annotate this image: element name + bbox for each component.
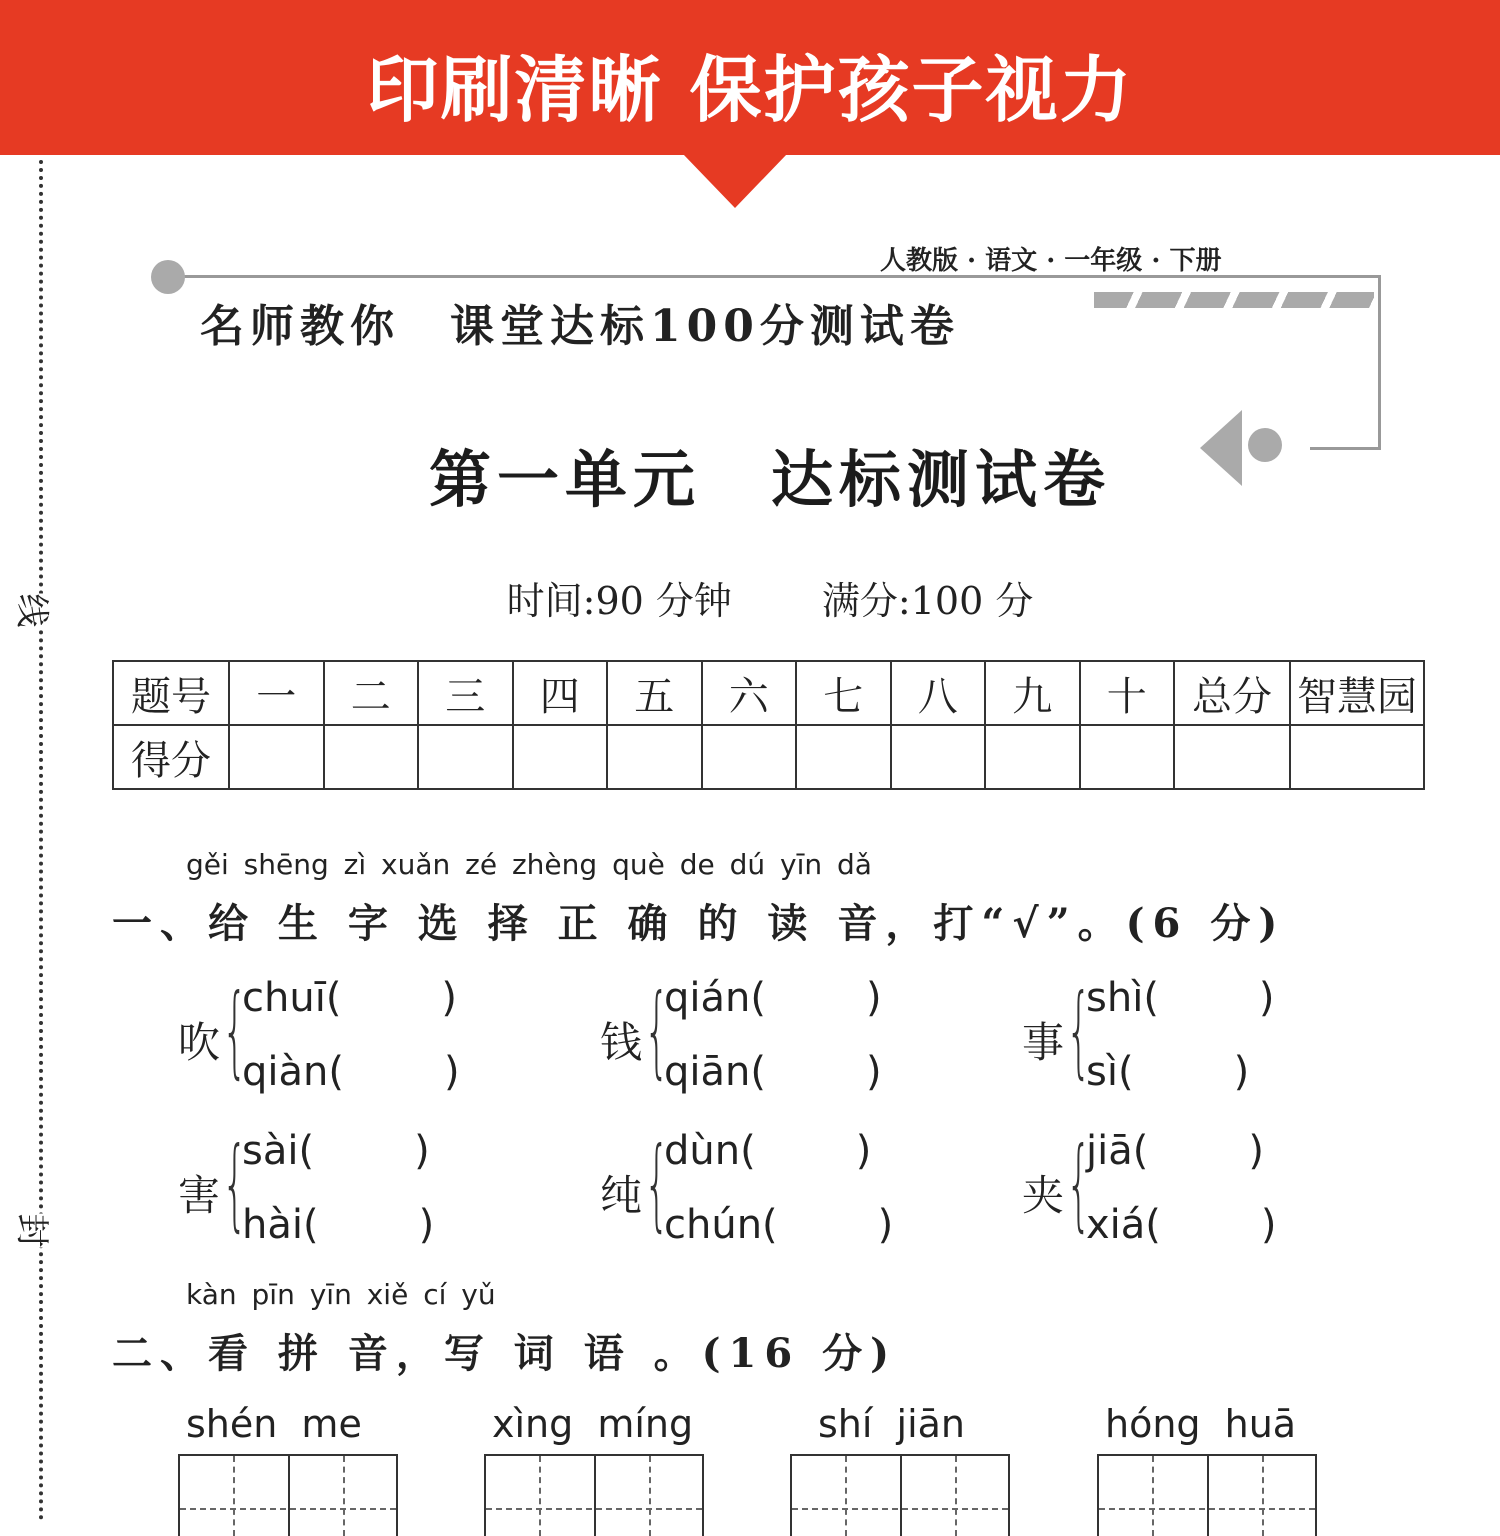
score-cell[interactable] — [702, 725, 797, 789]
binding-dotted-line — [39, 160, 43, 1521]
score-cell[interactable] — [1080, 725, 1175, 789]
option-pinyin: hài — [242, 1202, 303, 1248]
grid-cell[interactable] — [594, 1456, 702, 1536]
score-cell[interactable] — [1174, 725, 1290, 789]
q1-option[interactable]: qiàn( ) — [242, 1049, 460, 1095]
brace-icon: { — [1066, 1125, 1092, 1242]
table-header-cell: 智慧园 — [1290, 661, 1424, 725]
table-header-cell: 九 — [985, 661, 1080, 725]
option-pinyin: qiàn — [242, 1049, 329, 1095]
q2-text: 二、看 拼 音，写 词 语 。(16 分) — [112, 1330, 898, 1377]
option-pinyin: qián — [664, 975, 751, 1021]
option-pinyin: xiá — [1086, 1202, 1146, 1248]
table-header-cell: 总分 — [1174, 661, 1290, 725]
option-pinyin: chuī — [242, 975, 326, 1021]
score-cell[interactable] — [324, 725, 419, 789]
table-header-cell: 八 — [891, 661, 986, 725]
table-header-cell: 十 — [1080, 661, 1175, 725]
writing-grid[interactable] — [484, 1454, 704, 1536]
table-header-cell: 一 — [229, 661, 324, 725]
word-pinyin: shí jiān — [818, 1402, 966, 1446]
table-header-cell: 五 — [607, 661, 702, 725]
q1-option[interactable]: hài( ) — [242, 1202, 435, 1248]
score-table-score-row — [113, 725, 1424, 789]
q2-word — [1097, 1402, 1296, 1446]
q2-word — [790, 1402, 965, 1446]
q1-char: 夹 — [1022, 1171, 1065, 1220]
header-vertical-rule — [1378, 275, 1381, 450]
q2-word — [178, 1402, 362, 1446]
q1-option[interactable]: qiān( ) — [664, 1049, 882, 1095]
score-cell[interactable] — [229, 725, 324, 789]
q2-pinyin: kàn pīn yīn xiě cí yǔ — [186, 1278, 496, 1311]
word-pinyin: shén me — [186, 1402, 362, 1446]
q1-option[interactable]: xiá( ) — [1086, 1202, 1277, 1248]
q1-option[interactable]: chuī( ) — [242, 975, 458, 1021]
q1-char: 事 — [1022, 1018, 1065, 1067]
series-right: 课堂达标100分测试卷 — [450, 301, 960, 352]
exam-full-score: 满分:100 分 — [821, 579, 1034, 623]
table-header-cell: 四 — [513, 661, 608, 725]
q1-char: 钱 — [600, 1018, 643, 1067]
grid-cell[interactable] — [792, 1456, 898, 1536]
grid-cell[interactable] — [180, 1456, 286, 1536]
q2-word — [484, 1402, 693, 1446]
score-table — [112, 660, 1425, 790]
exam-info — [0, 570, 1500, 625]
option-pinyin: sài — [242, 1128, 299, 1174]
score-cell[interactable] — [891, 725, 986, 789]
option-pinyin: qiān — [664, 1049, 751, 1095]
score-cell[interactable] — [985, 725, 1080, 789]
writing-grid[interactable] — [790, 1454, 1010, 1536]
grid-cell[interactable] — [486, 1456, 592, 1536]
series-left: 名师教你 — [200, 301, 400, 352]
score-cell[interactable] — [607, 725, 702, 789]
table-header-cell: 七 — [796, 661, 891, 725]
option-pinyin: jiā — [1086, 1128, 1133, 1174]
writing-grid[interactable] — [178, 1454, 398, 1536]
q1-text: 一、给 生 字 选 择 正 确 的 读 音，打“√”。(6 分) — [112, 900, 1286, 947]
unit-label: 第一单元 — [428, 443, 701, 516]
score-table-header-row — [113, 661, 1424, 725]
q1-char: 纯 — [600, 1171, 643, 1220]
table-row-label: 得分 — [113, 725, 229, 789]
grid-cell[interactable] — [1099, 1456, 1205, 1536]
banner-title: 印刷清晰 保护孩子视力 — [366, 48, 1134, 132]
option-pinyin: shì — [1086, 975, 1144, 1021]
q1-option[interactable]: chún( ) — [664, 1202, 894, 1248]
q1-pinyin: gěi shēng zì xuǎn zé zhèng què de dú yīn dǎ — [186, 848, 872, 881]
score-cell[interactable] — [418, 725, 513, 789]
score-cell[interactable] — [1290, 725, 1424, 789]
side-line-label: 线 — [5, 594, 66, 628]
test-name: 达标测试卷 — [771, 443, 1112, 516]
writing-grid[interactable] — [1097, 1454, 1317, 1536]
exam-time: 时间:90 分钟 — [506, 579, 732, 623]
word-pinyin: hóng huā — [1105, 1402, 1297, 1446]
grid-cell[interactable] — [1207, 1456, 1315, 1536]
option-pinyin: chún — [664, 1202, 763, 1248]
score-cell[interactable] — [513, 725, 608, 789]
q1-option[interactable]: shì( ) — [1086, 975, 1275, 1021]
brace-icon: { — [644, 972, 670, 1089]
table-header-cell: 六 — [702, 661, 797, 725]
grid-cell[interactable] — [900, 1456, 1008, 1536]
edition-label: 人教版 · 语文 · 一年级 · 下册 — [880, 246, 1222, 276]
page-title — [0, 430, 1500, 519]
header-stripes — [1094, 292, 1374, 308]
q1-option[interactable]: qián( ) — [664, 975, 882, 1021]
option-pinyin: dùn — [664, 1128, 741, 1174]
brace-icon: { — [644, 1125, 670, 1242]
banner-arrow — [683, 154, 787, 208]
brace-icon: { — [222, 1125, 248, 1242]
q1-option[interactable]: dùn( ) — [664, 1128, 872, 1174]
side-seal-label: 封 — [5, 1214, 66, 1248]
word-pinyin: xìng míng — [492, 1402, 694, 1446]
q1-option[interactable]: jiā( ) — [1086, 1128, 1264, 1174]
table-header-cell: 三 — [418, 661, 513, 725]
q1-char: 害 — [178, 1171, 221, 1220]
q1-option[interactable]: sài( ) — [242, 1128, 430, 1174]
table-header-cell: 题号 — [113, 661, 229, 725]
series-title — [200, 290, 960, 354]
grid-cell[interactable] — [288, 1456, 396, 1536]
score-cell[interactable] — [796, 725, 891, 789]
table-header-cell: 二 — [324, 661, 419, 725]
q1-option[interactable]: sì( ) — [1086, 1049, 1250, 1095]
option-pinyin: sì — [1086, 1049, 1118, 1095]
q1-char: 吹 — [178, 1018, 221, 1067]
header-dot — [151, 260, 185, 294]
brace-icon: { — [1066, 972, 1092, 1089]
brace-icon: { — [222, 972, 248, 1089]
